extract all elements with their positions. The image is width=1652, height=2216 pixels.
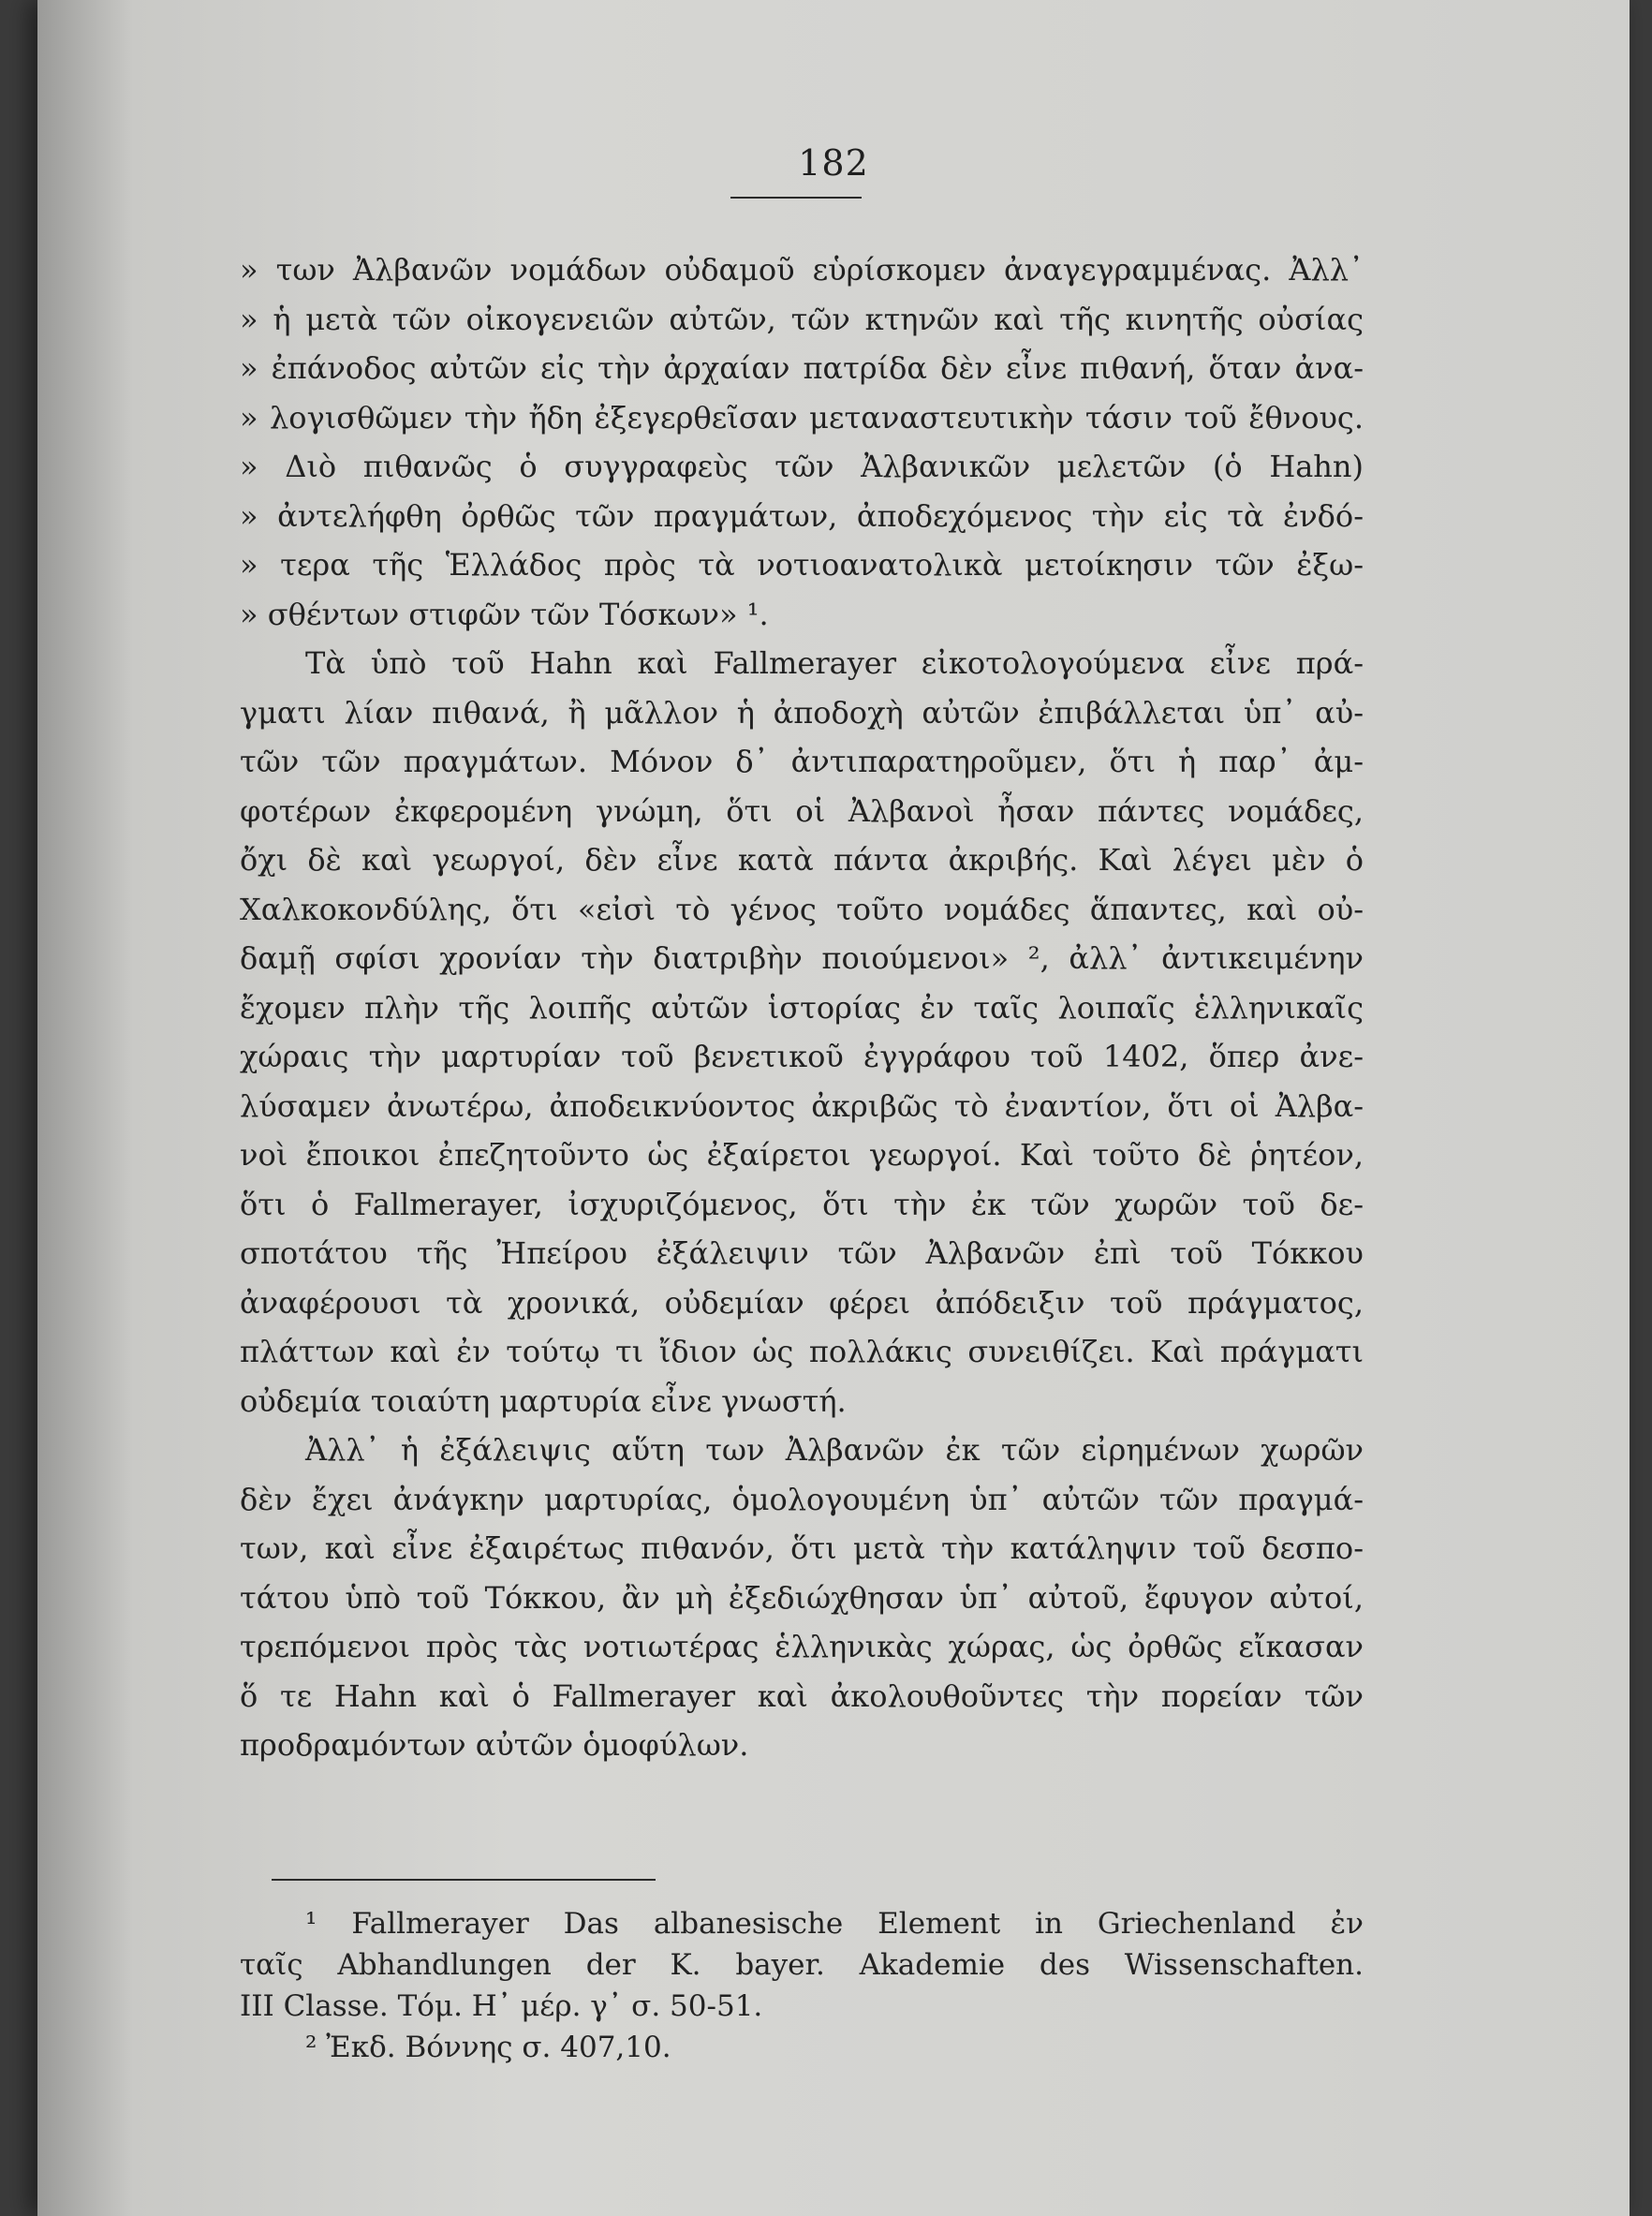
text-line: ὅτι ὁ Fallmerayer, ἰσχυριζόμενος, ὅτι τὴν ἐκ τῶν χωρῶν τοῦ δε-	[240, 1186, 1364, 1222]
main-text	[240, 245, 1364, 1770]
text-line: Χαλκοκονδύλης, ὅτι «εἰσὶ τὸ γένος τοῦτο νομάδες ἅπαντες, καὶ οὐ-	[240, 891, 1364, 927]
page-number: 182	[798, 142, 869, 184]
text-line: » ἐπάνοδος αὐτῶν εἰς τὴν ἀρχαίαν πατρίδα δὲν εἶνε πιθανή, ὅταν ἀνα-	[240, 350, 1364, 386]
text-line: ὅ τε Hahn καὶ ὁ Fallmerayer καὶ ἀκολουθοῦντες τὴν πορείαν τῶν	[240, 1677, 1364, 1714]
text-line: ὄχι δὲ καὶ γεωργοί, δὲν εἶνε κατὰ πάντα ἀκριβής. Καὶ λέγει μὲν ὁ	[240, 842, 1364, 878]
header-rule	[730, 197, 862, 199]
text-line: » λογισθῶμεν τὴν ἤδη ἐξεγερθεῖσαν μεταναστευτικὴν τάσιν τοῦ ἔθνους.	[240, 399, 1364, 436]
text-line: » σθέντων στιφῶν τῶν Τόσκων» ¹.	[240, 596, 769, 632]
text-line: προδραμόντων αὐτῶν ὁμοφύλων.	[240, 1727, 749, 1763]
text-line: » ἀντελήφθη ὀρθῶς τῶν πραγμάτων, ἀποδεχόμενος τὴν εἰς τὰ ἐνδό-	[240, 497, 1364, 534]
text-line: τρεπόμενοι πρὸς τὰς νοτιωτέρας ἑλληνικὰς χώρας, ὡς ὀρθῶς εἴκασαν	[240, 1629, 1364, 1664]
text-line: φοτέρων ἐκφερομένη γνώμη, ὅτι οἱ Ἀλβανοὶ ἦσαν πάντες νομάδες,	[240, 792, 1364, 829]
footnote-line: ¹ Fallmerayer Das albanesische Element in Griechenland ἐν	[305, 1907, 1364, 1941]
text-line: των, καὶ εἶνε ἐξαιρέτως πιθανόν, ὅτι μετὰ τὴν κατάληψιν τοῦ δεσπο-	[240, 1530, 1364, 1566]
text-line: τάτου ὑπὸ τοῦ Τόκκου, ἂν μὴ ἐξεδιώχθησαν ὑπ᾽ αὐτοῦ, ἔφυγον αὐτοί,	[240, 1579, 1364, 1616]
text-line: » των Ἀλβανῶν νομάδων οὐδαμοῦ εὑρίσκομεν ἀναγεγραμμένας. Ἀλλ᾽	[240, 252, 1364, 288]
footnote-rule	[272, 1879, 656, 1881]
text-line: λύσαμεν ἀνωτέρω, ἀποδεικνύοντος ἀκριβῶς τὸ ἐναντίον, ὅτι οἱ Ἀλβα-	[240, 1087, 1364, 1124]
book-page	[37, 0, 1630, 2216]
text-line: Τὰ ὑπὸ τοῦ Hahn καὶ Fallmerayer εἰκοτολογούμενα εἶνε πρά-	[305, 645, 1364, 681]
text-line: νοὶ ἔποικοι ἐπεζητοῦντο ὡς ἐξαίρετοι γεωργοί. Καὶ τοῦτο δὲ ῥητέον,	[240, 1137, 1364, 1173]
footnotes	[240, 1903, 1364, 2068]
text-line: » ἡ μετὰ τῶν οἰκογενειῶν αὐτῶν, τῶν κτηνῶν καὶ τῆς κινητῆς οὐσίας	[240, 301, 1364, 337]
text-line: » Διὸ πιθανῶς ὁ συγγραφεὺς τῶν Ἀλβανικῶν μελετῶν (ὁ Hahn)	[240, 449, 1364, 484]
text-line: οὐδεμία τοιαύτη μαρτυρία εἶνε γνωστή.	[240, 1382, 847, 1419]
text-line: χώραις τὴν μαρτυρίαν τοῦ βενετικοῦ ἐγγράφου τοῦ 1402, ὅπερ ἀνε-	[240, 1039, 1364, 1074]
text-line: ἔχομεν πλὴν τῆς λοιπῆς αὐτῶν ἱστορίας ἐν ταῖς λοιπαῖς ἑλληνικαῖς	[240, 989, 1364, 1026]
text-line: πλάττων καὶ ἐν τούτῳ τι ἴδιον ὡς πολλάκις συνειθίζει. Καὶ πράγματι	[240, 1334, 1364, 1369]
footnote-line: III Classe. Τόμ. Η᾽ μέρ. γ᾽ σ. 50-51.	[240, 1989, 763, 2023]
text-line: δαμῇ σφίσι χρονίαν τὴν διατριβὴν ποιούμενοι» ², ἀλλ᾽ ἀντικειμένην	[240, 940, 1364, 976]
footnote-line: ² Ἐκδ. Βόννης σ. 407,10.	[305, 2031, 671, 2064]
text-line: » τερα τῆς Ἑλλάδος πρὸς τὰ νοτιοανατολικὰ μετοίκησιν τῶν ἐξω-	[240, 547, 1364, 583]
footnote-line: ταῖς Abhandlungen der K. bayer. Akademie des Wissenschaften.	[240, 1948, 1364, 1982]
text-line: ἀναφέρουσι τὰ χρονικά, οὐδεμίαν φέρει ἀπόδειξιν τοῦ πράγματος,	[240, 1284, 1364, 1321]
text-line: δὲν ἔχει ἀνάγκην μαρτυρίας, ὁμολογουμένη ὑπ᾽ αὐτῶν τῶν πραγμά-	[240, 1481, 1364, 1517]
text-line: σποτάτου τῆς Ἠπείρου ἐξάλειψιν τῶν Ἀλβανῶν ἐπὶ τοῦ Τόκκου	[240, 1235, 1364, 1271]
text-line: τῶν τῶν πραγμάτων. Μόνον δ᾽ ἀντιπαρατηροῦμεν, ὅτι ἡ παρ᾽ ἀμ-	[240, 744, 1364, 779]
text-line: Ἀλλ᾽ ἡ ἐξάλειψις αὕτη των Ἀλβανῶν ἐκ τῶν εἰρημένων χωρῶν	[305, 1432, 1364, 1468]
text-line: γματι λίαν πιθανά, ἢ μᾶλλον ἡ ἀποδοχὴ αὐτῶν ἐπιβάλλεται ὑπ᾽ αὐ-	[240, 694, 1364, 731]
